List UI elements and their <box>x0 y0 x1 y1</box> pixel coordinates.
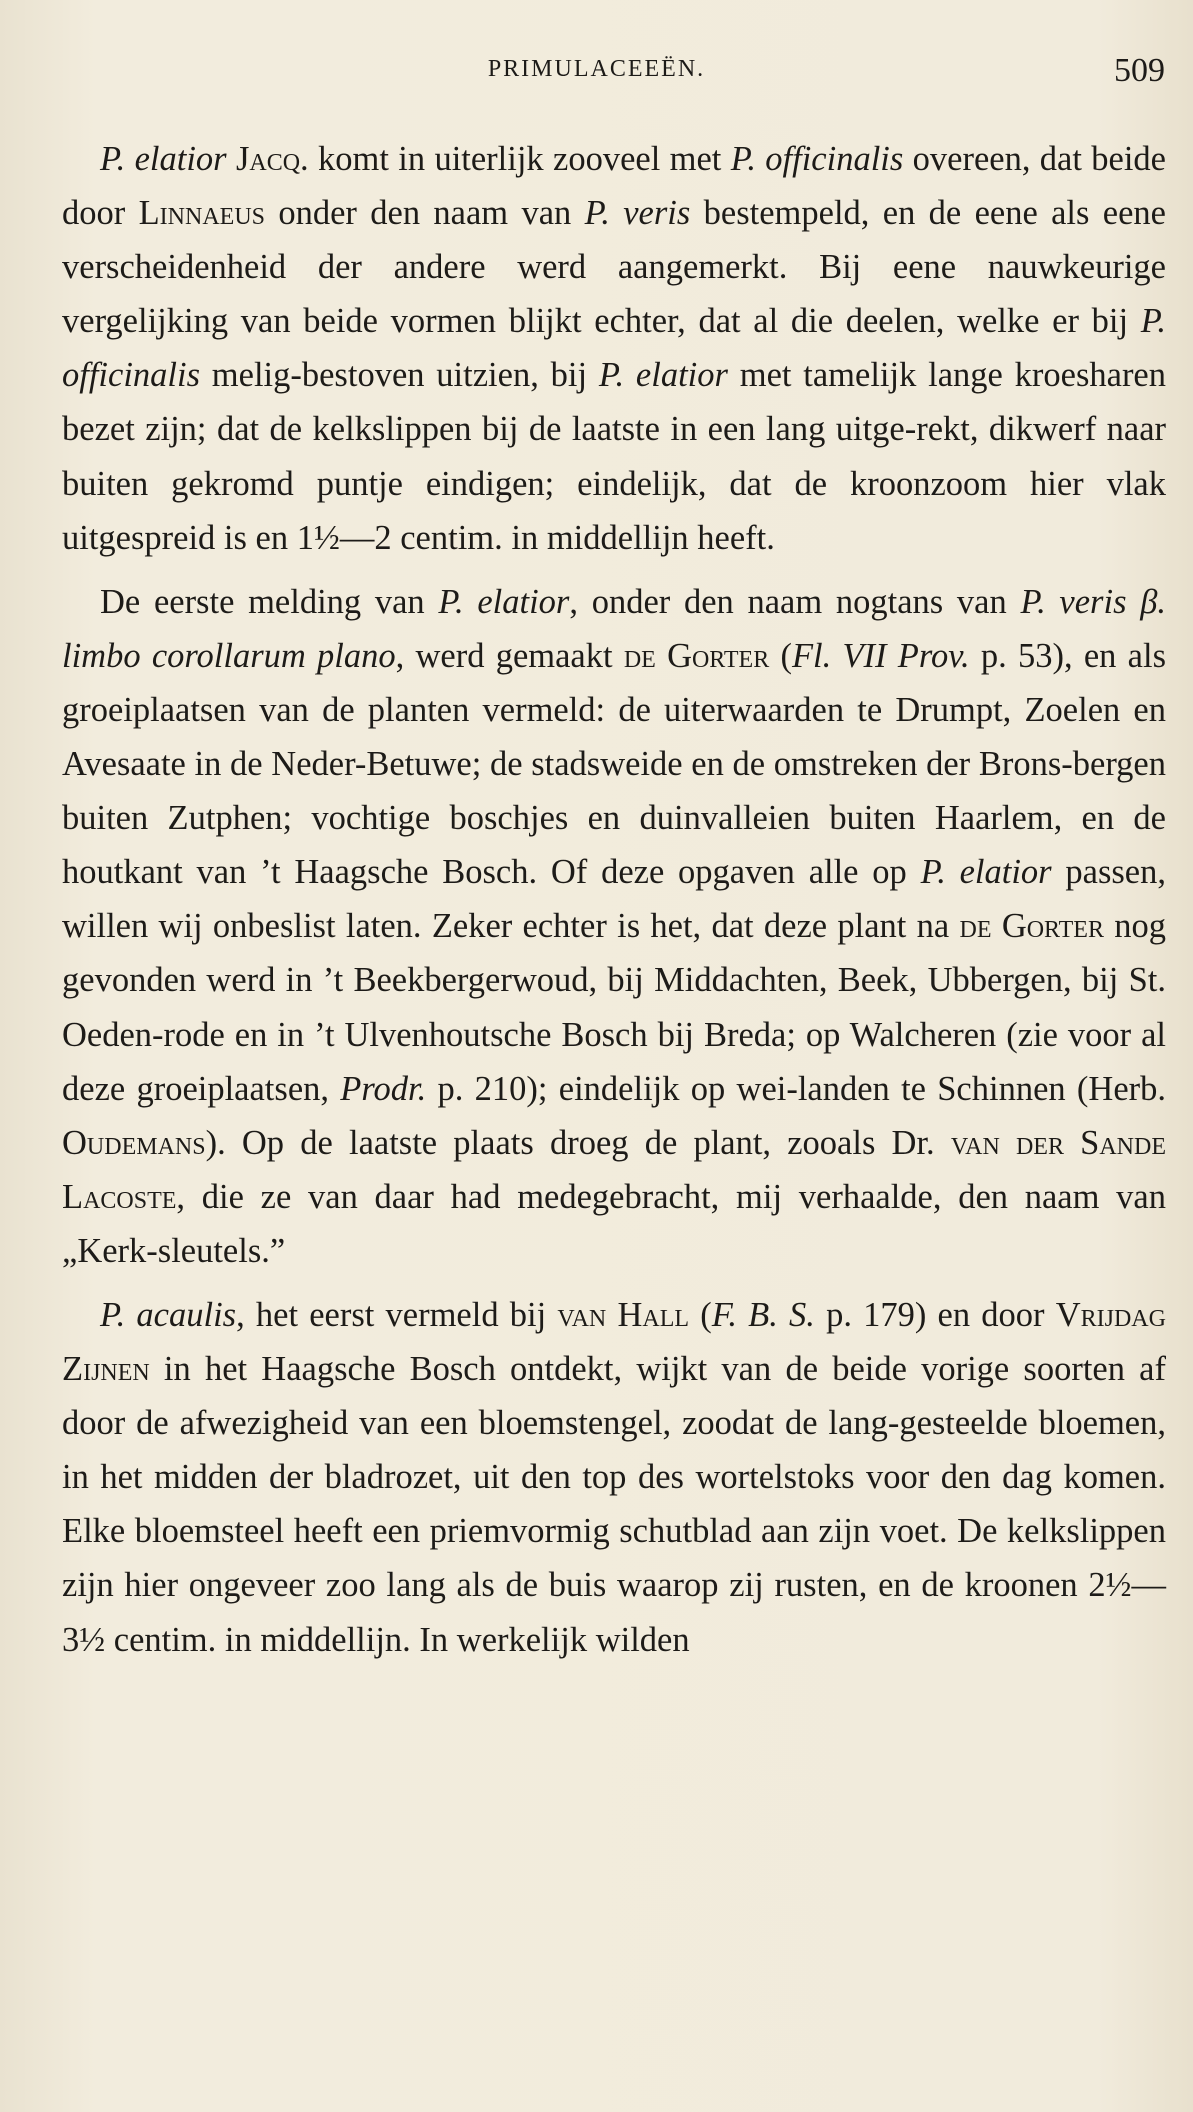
small-caps-name: Linnaeus <box>138 194 265 233</box>
small-caps-name: van Hall <box>557 1295 690 1334</box>
text-run: , die ze van daar had medegebracht, mij verhaalde, den naam van „Kerk-sleutels.” <box>62 1177 1166 1270</box>
text-run: . komt in uiterlijk zooveel met <box>300 140 731 178</box>
small-caps-name: de Gorter <box>959 907 1104 946</box>
italic-text: F. B. S. <box>711 1295 815 1334</box>
text-run: p. 53), en als groeiplaatsen van de planten vermeld: de uiterwaarden te Drumpt, Zoelen en Avesaate in de Neder-Betuwe; de stadsweide en de omstreken der Brons-bergen buiten Zutphen; vochtige boschjes en duinvalleien buiten Haarlem, en de houtkant van ’t Haagsche Bosch. Of deze opgaven alle op <box>62 636 1166 892</box>
paragraph-primula-elatior <box>62 132 1166 565</box>
text-run: , het eerst vermeld bij <box>236 1295 558 1334</box>
text-run: , onder den naam nogtans van <box>569 582 1021 621</box>
page-number: 509 <box>1114 52 1165 89</box>
text-run: onder den naam van <box>265 194 585 233</box>
text-run: bestempeld, en de eene als eene verscheidenheid der andere werd aangemerkt. Bij eene nauwkeurige vergelijking van beide vormen blijkt echter, dat al die deelen, welke er bij <box>62 194 1166 341</box>
text-run: overeen, dat beide door <box>62 140 1166 233</box>
text-run: nog gevonden werd in ’t Beekbergerwoud, bij Middachten, Beek, Ubbergen, bij St. Oeden-rode en in ’t Ulvenhoutsche Bosch bij Breda; op Walcheren (zie voor al deze groeiplaatsen, <box>62 907 1167 1108</box>
text-run: , werd gemaakt <box>395 636 624 675</box>
body-text <box>62 132 1166 1667</box>
text-run <box>227 140 236 178</box>
italic-text: Fl. VII Prov. <box>791 636 970 675</box>
small-caps-name: Jacq <box>235 140 301 178</box>
italic-text: Prodr. <box>340 1069 427 1108</box>
text-run: met tamelijk lange kroesharen bezet zijn; dat de kelkslippen bij de laatste in een lang uitge-rekt, dikwerf naar buiten gekromd puntje eindigen; eindelijk, dat de kroonzoom hier vlak uitgespreid is en 1½—2 centim. in middellijn heeft. <box>62 356 1166 557</box>
small-caps-name: Vrijdag Zijnen <box>62 1295 1166 1389</box>
italic-text: P. veris β. limbo corollarum plano <box>62 582 1167 675</box>
italic-text: P. veris <box>584 194 691 233</box>
italic-text: P. elatior <box>920 853 1052 892</box>
text-run: De eerste melding van <box>100 582 439 621</box>
italic-text: P. officinalis <box>730 140 904 178</box>
text-run: ( <box>689 1295 712 1334</box>
small-caps-name: Oudemans <box>62 1123 206 1162</box>
text-run: passen, willen wij onbeslist laten. Zeker echter is het, dat deze plant na <box>62 853 1166 946</box>
text-run: p. 210); eindelijk op wei-landen te Schinnen (Herb. <box>426 1069 1166 1108</box>
small-caps-name: van der Sande Lacoste <box>62 1123 1166 1216</box>
italic-text: P. elatior <box>598 356 728 395</box>
italic-text: P. officinalis <box>62 302 1166 395</box>
italic-text: P. elatior <box>100 140 227 178</box>
italic-text: P. elatior <box>438 582 570 621</box>
page-header <box>0 52 1193 100</box>
text-run: p. 179) en door <box>814 1295 1056 1334</box>
paragraph-primula-acaulis <box>62 1288 1166 1667</box>
paragraph-first-mention <box>62 575 1166 1278</box>
italic-text: P. acaulis <box>100 1295 237 1334</box>
text-run: melig-bestoven uitzien, bij <box>200 356 599 395</box>
text-run: ( <box>769 636 792 675</box>
small-caps-name: de Gorter <box>623 636 770 675</box>
text-run: ). Op de laatste plaats droeg de plant, zooals Dr. <box>205 1123 951 1162</box>
running-head: PRIMULACEEËN. <box>487 56 706 82</box>
text-run: in het Haagsche Bosch ontdekt, wijkt van de beide vorige soorten af door de afwezigheid van een bloemstengel, zoodat de lang-gesteelde bloemen, in het midden der bladrozet, uit den top des wortelstoks voor den dag komen. Elke bloemsteel heeft een priemvormig schutblad aan zijn voet. De kelkslippen zijn hier ongeveer zoo lang als de buis waarop zij rusten, en de kroonen 2½—3½ centim. in middellijn. In werkelijk wilden <box>62 1350 1166 1659</box>
